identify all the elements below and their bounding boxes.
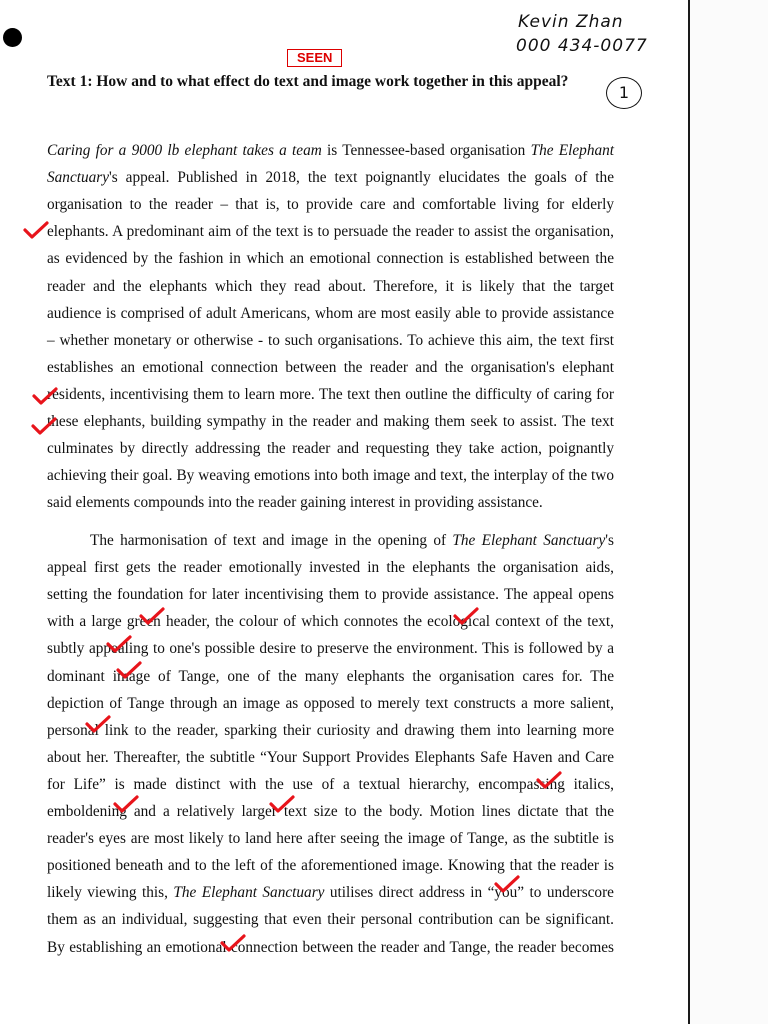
text-line — [47, 358, 614, 378]
italic-text: The Elephant — [530, 142, 615, 159]
red-check-mark-icon — [33, 388, 57, 404]
text-line — [47, 721, 614, 741]
text-run: setting the foundation for later incentivising them to provide assistance. The appeal opens — [47, 586, 614, 604]
right-page-margin — [690, 0, 768, 1024]
text-run: depiction of Tange through an image as opposed to merely text constructs a more salient, — [47, 694, 614, 712]
red-check-mark-icon — [86, 716, 110, 732]
text-run: said elements compounds into the reader gaining interest in providing assistance. — [47, 494, 543, 512]
question-title: Text 1: How and to what effect do text and image work together in this appeal? — [47, 73, 569, 90]
red-check-mark-icon — [140, 608, 164, 624]
red-check-mark-icon — [537, 772, 561, 788]
text-line — [47, 385, 614, 405]
text-run: them as an individual, suggesting that even their personal contribution can be significant. — [47, 911, 614, 929]
text-line — [47, 439, 614, 459]
text-line — [47, 585, 614, 605]
text-line — [47, 249, 614, 269]
text-run: utilises direct address in “you” to underscore — [324, 884, 614, 902]
text-run: reader's eyes are most likely to land here after seeing the image of Tange, as the subtitle is — [47, 830, 614, 848]
italic-text: The Elephant Sanctuary — [173, 884, 325, 902]
text-run: is Tennessee-based organisation — [321, 142, 531, 159]
text-run: positioned beneath and to the left of the aforementioned image. Knowing that the reader is — [47, 857, 614, 875]
text-line — [47, 168, 614, 188]
text-run: appeal first gets the reader emotionally invested in the elephants the organisation aids, — [47, 559, 614, 577]
text-line — [47, 910, 614, 930]
text-line — [47, 694, 614, 714]
text-run: as evidenced by the fashion in which an emotional connection is established between the — [47, 250, 614, 268]
handwritten-number: 000 434-0077 — [516, 36, 648, 56]
text-run: The harmonisation of text and image in the opening of — [90, 532, 453, 549]
text-line — [47, 331, 614, 351]
italic-text: Caring for a 9000 lb elephant takes a team — [47, 142, 322, 159]
text-run: these elephants, building sympathy in the reader and making them seek to assist. The text — [47, 413, 614, 430]
text-run: 's — [605, 532, 614, 549]
text-run: – whether monetary or otherwise - to such organisations. To achieve this aim, the text first — [47, 331, 614, 349]
text-line — [47, 639, 614, 659]
text-line — [47, 141, 614, 161]
circled-page-number: 1 — [606, 77, 642, 109]
text-run: elephants. A predominant aim of the text is to persuade the reader to assist the organisation, — [47, 223, 614, 241]
text-line — [47, 856, 614, 876]
text-line — [47, 938, 614, 958]
text-line — [47, 612, 614, 632]
text-run: audience is comprised of adult Americans, whom are most easily able to provide assistance — [47, 304, 614, 322]
red-check-mark-icon — [270, 796, 294, 812]
text-run: likely viewing this, — [47, 884, 174, 902]
text-run: with a large green header, the colour of which connotes the ecological context of the text, — [47, 613, 614, 631]
text-line — [47, 412, 614, 432]
text-run: subtly appealing to one's possible desire to preserve the environment. This is followed by a — [47, 640, 614, 658]
text-line — [90, 531, 614, 551]
text-line — [47, 195, 614, 215]
text-run: By establishing an emotional connection between the reader and Tange, the reader becomes — [47, 938, 614, 956]
text-run: for Life” is made distinct with the use of a textual hierarchy, encompassing italics, — [47, 775, 614, 793]
text-run: achieving their goal. By weaving emotions into both image and text, the interplay of the two — [47, 467, 614, 485]
red-check-mark-icon — [495, 876, 519, 892]
red-check-mark-icon — [24, 222, 48, 238]
text-run: reader and the elephants which they read about. Therefore, it is likely that the target — [47, 277, 614, 295]
text-line — [47, 748, 614, 768]
red-check-mark-icon — [107, 636, 131, 652]
red-check-mark-icon — [221, 935, 245, 951]
red-check-mark-icon — [117, 662, 141, 678]
red-check-mark-icon — [454, 608, 478, 624]
text-run: dominant image of Tange, one of the many elephants the organisation cares for. The — [47, 667, 614, 685]
text-run: 's appeal. Published in 2018, the text poignantly elucidates the goals of the — [109, 169, 614, 187]
page-edge-line — [688, 0, 690, 1024]
text-line — [47, 277, 614, 297]
text-run: about her. Thereafter, the subtitle “Your Support Provides Elephants Safe Haven and Care — [47, 748, 614, 766]
bullet-dot-icon — [3, 28, 22, 47]
text-line — [47, 883, 614, 903]
text-line — [47, 466, 614, 486]
text-line — [47, 493, 614, 513]
text-run: residents, incentivising them to learn more. The text then outline the difficulty of caring for — [47, 385, 614, 403]
text-line — [47, 222, 614, 242]
italic-text: Sanctuary — [47, 169, 110, 187]
text-line — [47, 558, 614, 578]
handwritten-name: Kevin Zhan — [518, 12, 624, 32]
red-check-mark-icon — [114, 796, 138, 812]
seen-stamp: SEEN — [287, 49, 342, 67]
text-run: emboldening and a relatively larger text size to the body. Motion lines dictate that the — [47, 803, 614, 820]
text-line — [47, 304, 614, 324]
text-run: establishes an emotional connection between the reader and the organisation's elephant — [47, 358, 614, 376]
text-run: organisation to the reader – that is, to provide care and comfortable living for elderly — [47, 196, 614, 214]
text-line — [47, 829, 614, 849]
italic-text: The Elephant Sanctuary — [452, 532, 606, 549]
red-check-mark-icon — [32, 418, 56, 434]
text-line — [47, 775, 614, 795]
text-run: culminates by directly addressing the reader and requesting they take action, poignantly — [47, 440, 614, 458]
text-run: personal link to the reader, sparking their curiosity and drawing them into learning more — [47, 721, 614, 739]
